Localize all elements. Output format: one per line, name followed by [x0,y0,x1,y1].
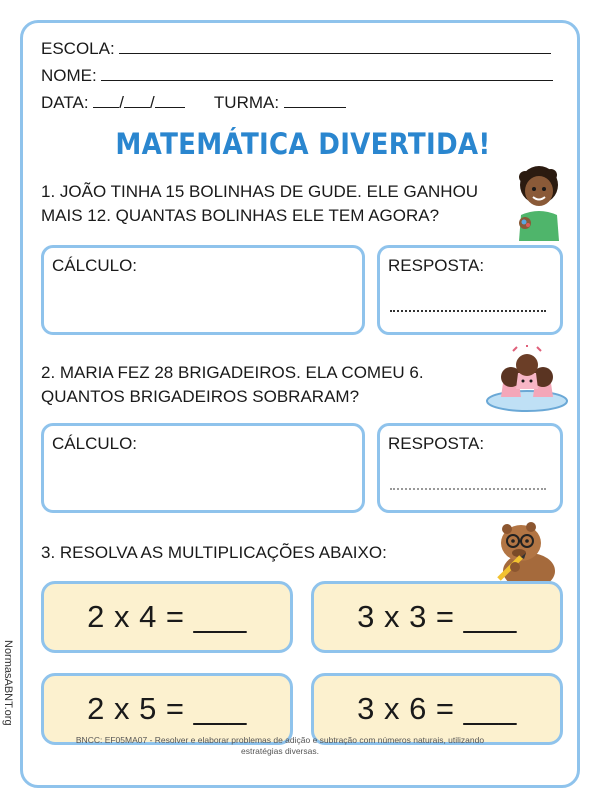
multiplication-text: 3 x 6 = ___ [357,691,517,726]
brigadeiros-plate-icon [483,345,571,415]
date-label: DATA: [41,93,89,112]
school-field [41,39,551,59]
multiplication-3x3[interactable] [311,581,563,653]
question-2-line-2: QUANTOS BRIGADEIROS SOBRARAM? [41,387,360,406]
school-line[interactable] [119,39,551,54]
answer-label: RESPOSTA: [388,256,485,275]
question-1-answer-box[interactable] [377,245,563,335]
question-1 [41,180,478,228]
question-2-line-1: 2. MARIA FEZ 28 BRIGADEIROS. ELA COMEU 6. [41,363,424,382]
date-month-line[interactable] [124,93,150,108]
date-slash: / [150,93,155,112]
boy-with-marbles-icon [511,161,567,241]
date-slash: / [119,93,125,112]
multiplication-text: 2 x 5 = ___ [87,691,247,726]
footer-line-2: estratégias diversas. [241,746,319,756]
date-class-field [41,93,346,113]
name-line[interactable] [101,66,553,81]
multiplication-text: 3 x 3 = ___ [357,599,517,634]
class-label: TURMA: [213,93,280,112]
answer-dotted-line [390,310,546,312]
class-line[interactable] [284,93,346,108]
page-title: MATEMÁTICA DIVERTIDA! [115,127,491,161]
capybara-with-pencil-icon [491,517,559,591]
footer-line-1: BNCC: EF05MA07 - Resolver e elaborar problemas de adição e subtração com números naturais, utilizando [75,735,485,745]
name-label: NOME: [41,66,97,85]
question-2-calculation-box[interactable] [41,423,365,513]
multiplication-text: 2 x 4 = ___ [87,599,247,634]
question-1-line-2: MAIS 12. QUANTAS BOLINHAS ELE TEM AGORA? [41,206,440,225]
multiplication-2x4[interactable] [41,581,293,653]
calculation-label: CÁLCULO: [52,256,138,275]
bncc-footer [60,735,500,757]
worksheet-frame [20,20,580,788]
question-1-calculation-box[interactable] [41,245,365,335]
date-year-line[interactable] [155,93,185,108]
question-2-answer-box[interactable] [377,423,563,513]
answer-dotted-line [390,488,546,490]
name-field [41,66,553,86]
answer-label: RESPOSTA: [388,434,485,453]
watermark-text: NormasABNT.org [2,640,14,726]
school-label: ESCOLA: [41,39,115,58]
question-2 [41,361,424,409]
question-1-line-1: 1. JOÃO TINHA 15 BOLINHAS DE GUDE. ELE GANHOU [41,182,479,201]
question-3: 3. RESOLVA AS MULTIPLICAÇÕES ABAIXO: [41,543,387,562]
date-day-line[interactable] [93,93,119,108]
calculation-label: CÁLCULO: [52,434,138,453]
